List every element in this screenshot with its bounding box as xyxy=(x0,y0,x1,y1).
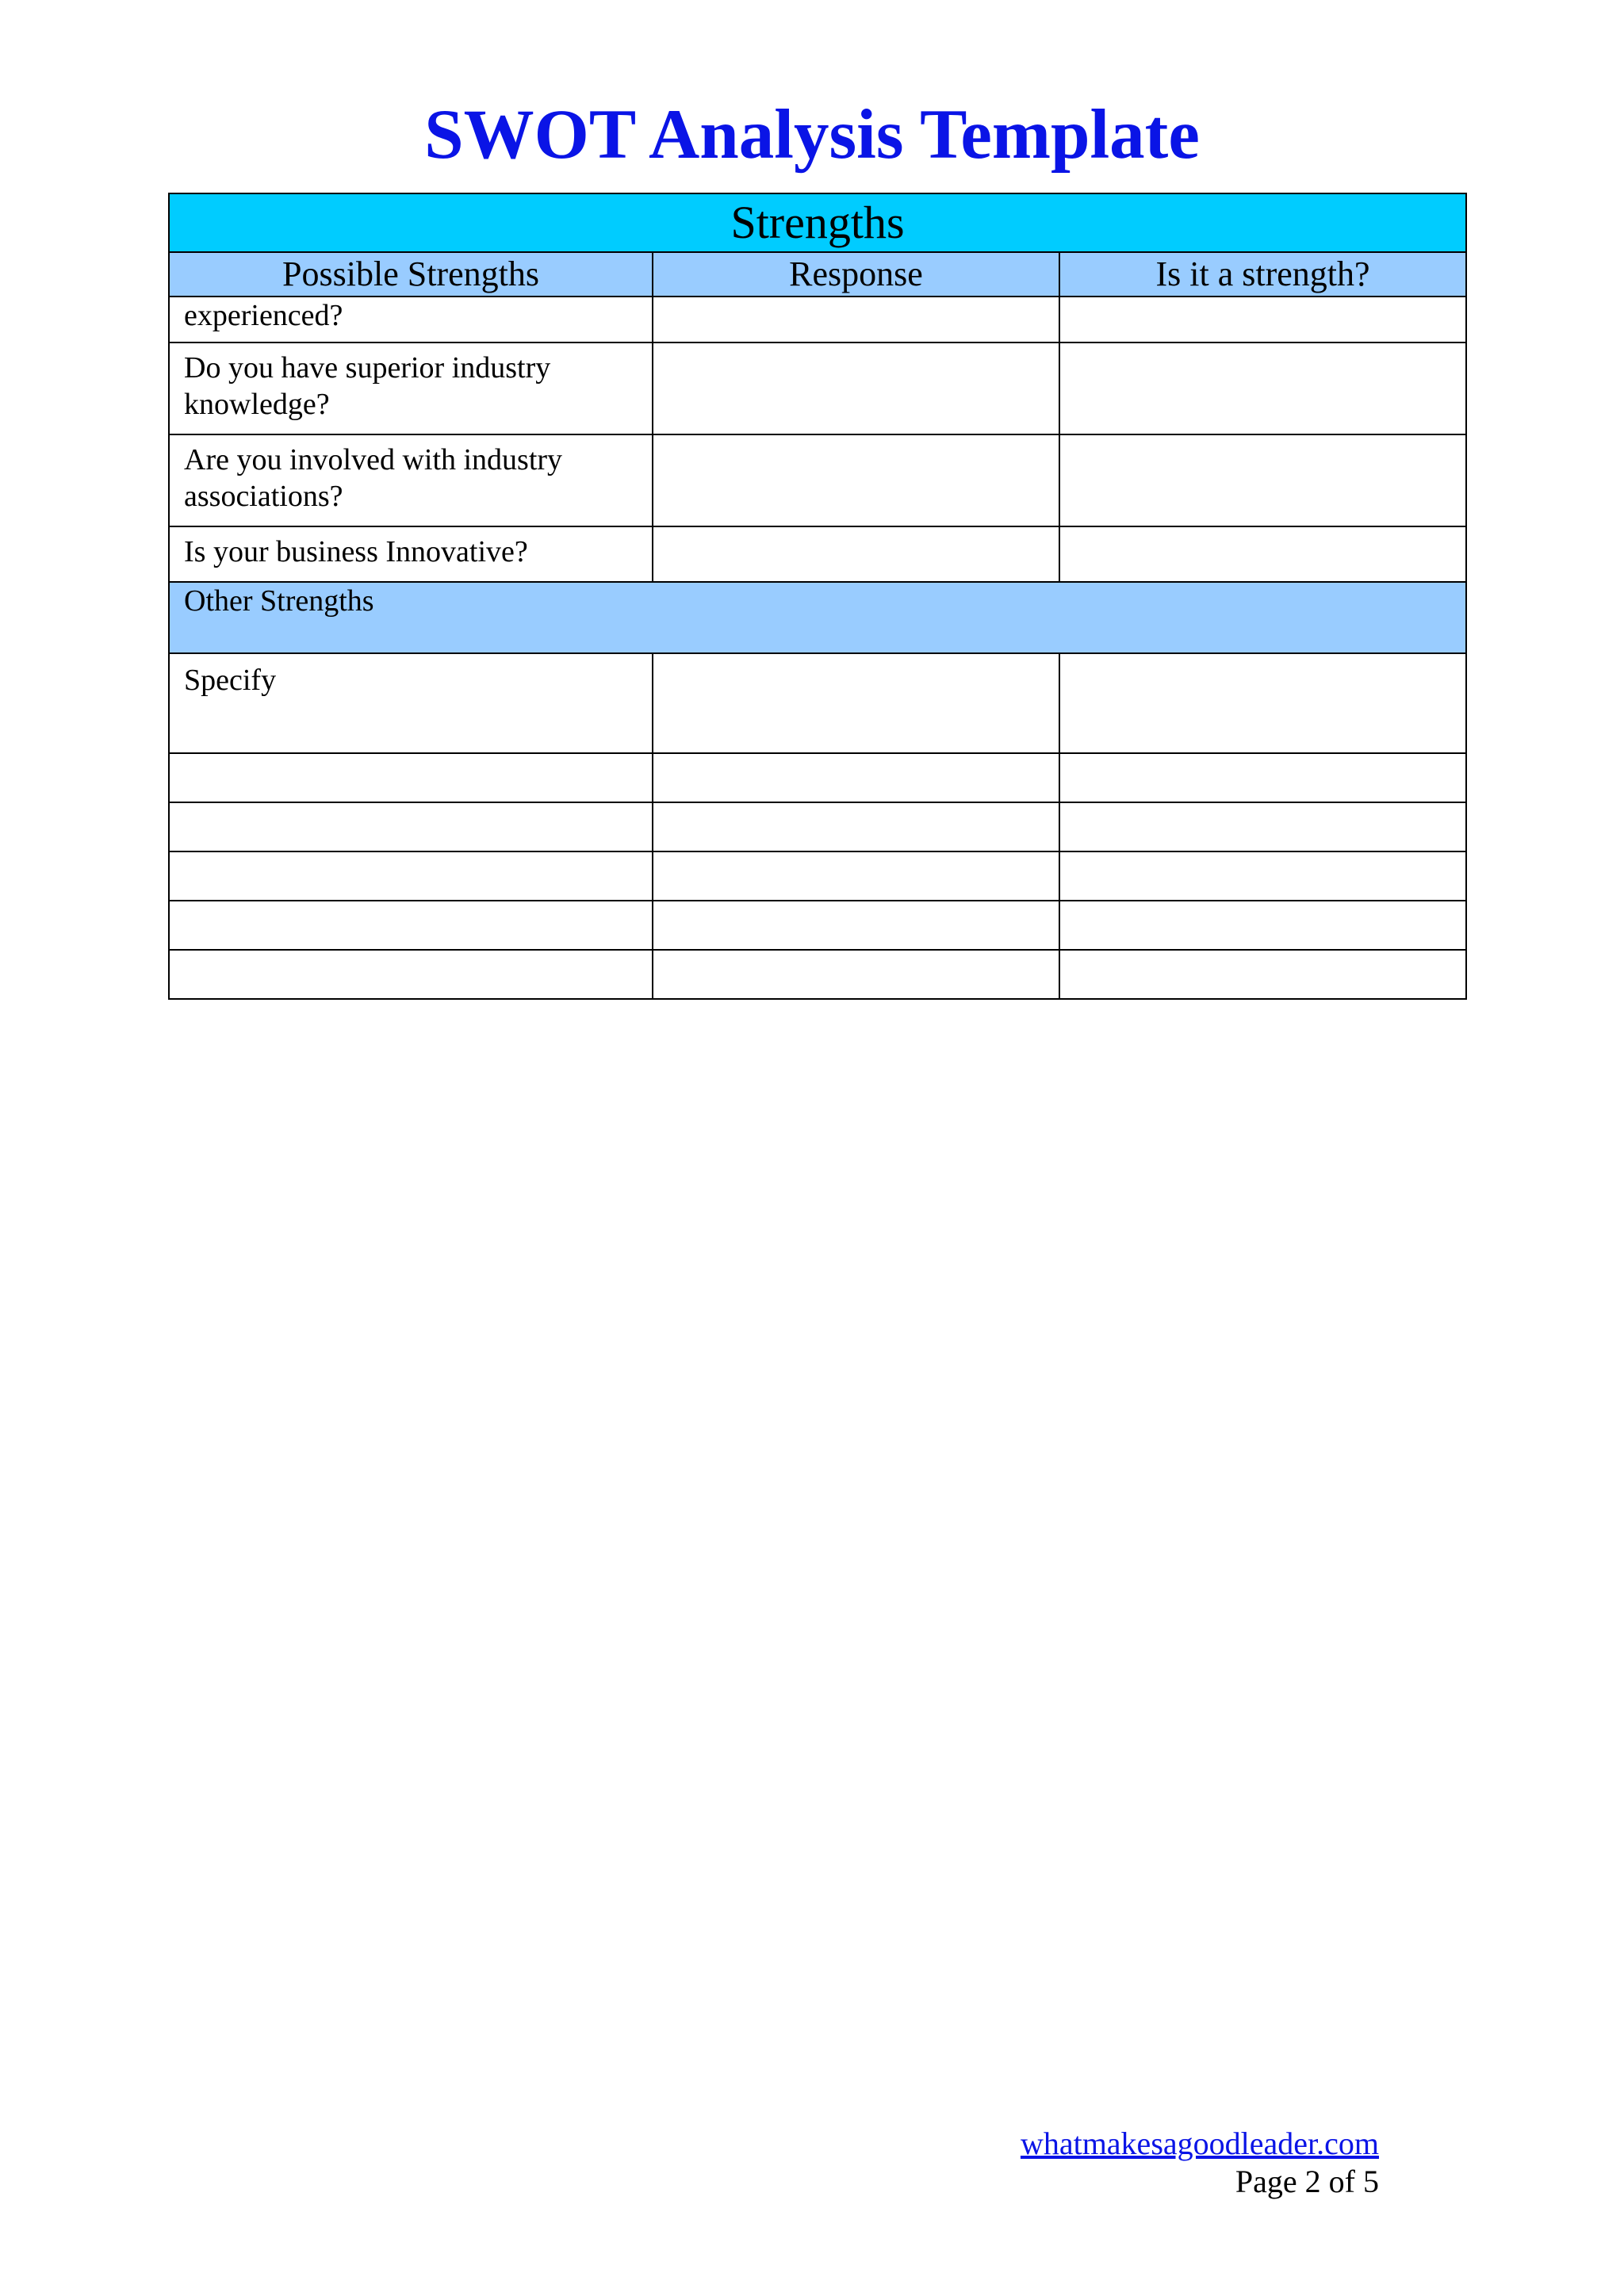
is-strength-cell[interactable] xyxy=(1059,297,1466,342)
blank-cell[interactable] xyxy=(169,851,653,901)
blank-row xyxy=(169,802,1466,851)
specify-label: Specify xyxy=(169,653,653,753)
site-link[interactable]: whatmakesagoodleader.com xyxy=(1020,2126,1379,2161)
table-row xyxy=(169,526,1466,582)
is-strength-cell[interactable] xyxy=(1059,526,1466,582)
question-cell: experienced? xyxy=(169,297,653,342)
column-header-row xyxy=(169,252,1466,297)
blank-cell[interactable] xyxy=(169,901,653,950)
page-title: SWOT Analysis Template xyxy=(424,96,1200,174)
page-footer xyxy=(1021,2125,1379,2201)
blank-cell[interactable] xyxy=(1059,901,1466,950)
is-strength-cell[interactable] xyxy=(1059,342,1466,434)
column-header-response: Response xyxy=(653,252,1059,297)
response-cell[interactable] xyxy=(653,434,1059,526)
table-row xyxy=(169,342,1466,434)
blank-cell[interactable] xyxy=(1059,753,1466,802)
blank-row xyxy=(169,851,1466,901)
section-title: Strengths xyxy=(169,193,1466,252)
other-strengths-row xyxy=(169,582,1466,653)
blank-cell[interactable] xyxy=(653,901,1059,950)
blank-cell[interactable] xyxy=(653,753,1059,802)
blank-cell[interactable] xyxy=(653,802,1059,851)
table-row xyxy=(169,297,1466,342)
blank-row xyxy=(169,901,1466,950)
page-number: Page 2 of 5 xyxy=(1235,2164,1379,2199)
question-cell: Are you involved with industry associations? xyxy=(169,434,653,526)
blank-cell[interactable] xyxy=(1059,802,1466,851)
specify-row xyxy=(169,653,1466,753)
other-strengths-label: Other Strengths xyxy=(169,582,1466,653)
blank-cell[interactable] xyxy=(1059,851,1466,901)
is-strength-cell[interactable] xyxy=(1059,434,1466,526)
blank-cell[interactable] xyxy=(169,753,653,802)
blank-row xyxy=(169,753,1466,802)
blank-row xyxy=(169,950,1466,999)
column-header-possible-strengths: Possible Strengths xyxy=(169,252,653,297)
blank-cell[interactable] xyxy=(1059,950,1466,999)
section-header-row xyxy=(169,193,1466,252)
response-cell[interactable] xyxy=(653,342,1059,434)
column-header-is-strength: Is it a strength? xyxy=(1059,252,1466,297)
table-row xyxy=(169,434,1466,526)
question-cell: Do you have superior industry knowledge? xyxy=(169,342,653,434)
response-cell[interactable] xyxy=(653,653,1059,753)
blank-cell[interactable] xyxy=(653,950,1059,999)
question-cell: Is your business Innovative? xyxy=(169,526,653,582)
response-cell[interactable] xyxy=(653,297,1059,342)
blank-cell[interactable] xyxy=(653,851,1059,901)
is-strength-cell[interactable] xyxy=(1059,653,1466,753)
strengths-table xyxy=(168,193,1467,1000)
blank-cell[interactable] xyxy=(169,950,653,999)
blank-cell[interactable] xyxy=(169,802,653,851)
response-cell[interactable] xyxy=(653,526,1059,582)
